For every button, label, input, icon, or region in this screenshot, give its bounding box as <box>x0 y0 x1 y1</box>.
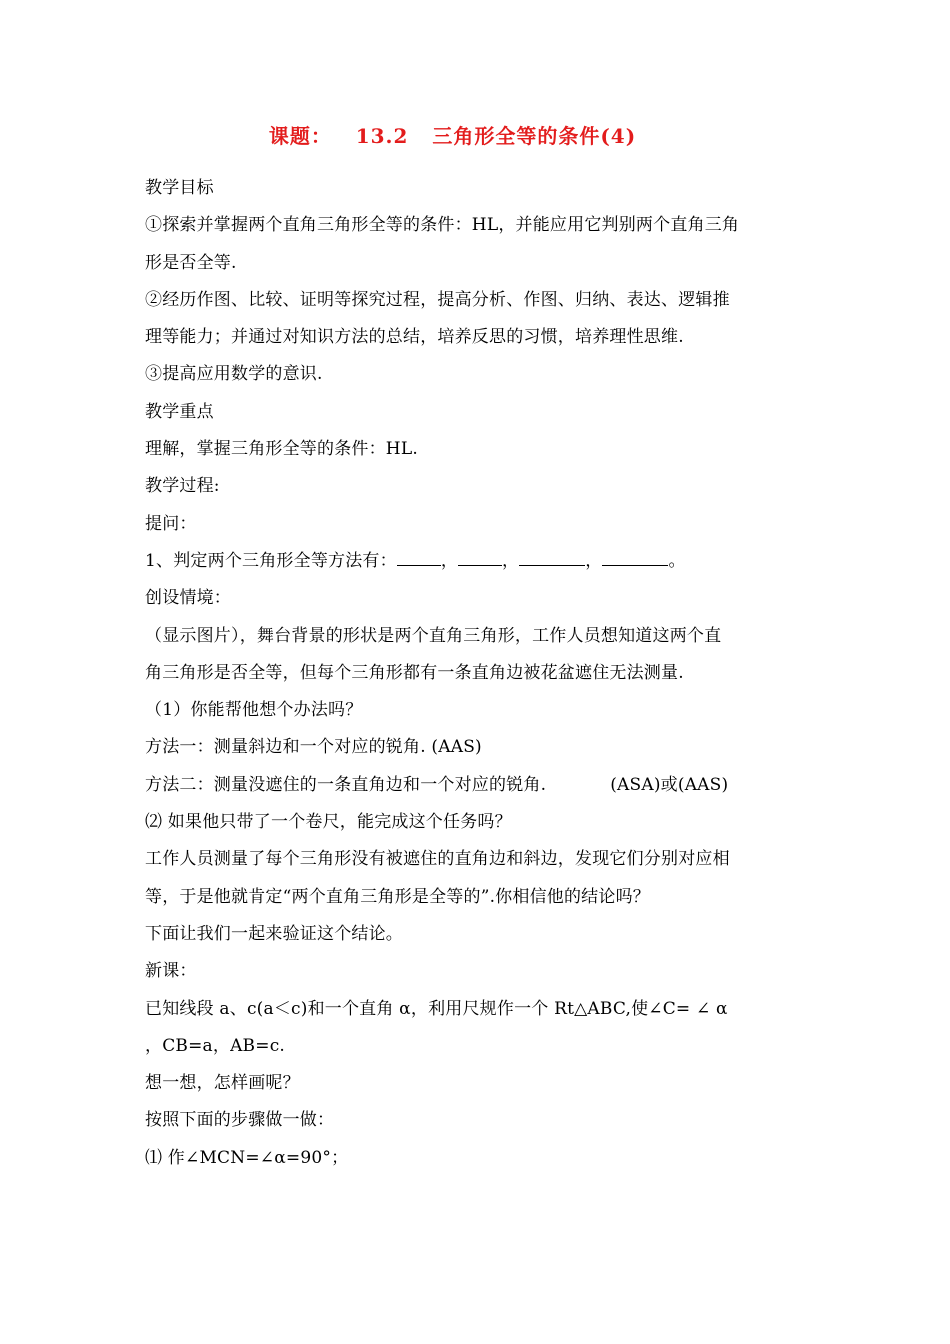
title-prefix: 课题： <box>268 124 332 148</box>
scenario-line-2: 角三角形是否全等，但每个三角形都有一条直角边被花盆遮住无法测量. <box>145 662 684 683</box>
heading-key-points: 教学重点 <box>145 401 214 422</box>
question-1 <box>145 543 825 580</box>
objective-3: ③提高应用数学的意识. <box>145 364 323 385</box>
construction-line-2: ，CB=a，AB=c. <box>145 1035 286 1056</box>
method-2 <box>145 767 825 804</box>
heading-scenario: 创设情境： <box>145 588 231 609</box>
answer-blank-1 <box>397 547 441 566</box>
think-line: 想一想，怎样画呢？ <box>145 1073 300 1094</box>
document-body <box>145 170 825 1177</box>
separator: ， <box>585 550 603 571</box>
method-2-text: 方法二：测量没遮住的一条直角边和一个对应的锐角. <box>145 774 547 795</box>
heading-objectives: 教学目标 <box>145 178 214 198</box>
key-point-text: 理解，掌握三角形全等的条件：HL. <box>145 439 418 460</box>
method-1: 方法一：测量斜边和一个对应的锐角. (AAS) <box>145 737 482 758</box>
lesson-title <box>0 120 905 152</box>
measurement-line-2: 等，于是他就肯定“两个直角三角形是全等的”.你相信他的结论吗？ <box>145 886 650 907</box>
answer-blank-4 <box>602 547 668 566</box>
question-1-prefix: 1、判定两个三角形全等方法有： <box>145 550 397 571</box>
objective-1-line-1: ①探索并掌握两个直角三角形全等的条件：HL，并能应用它判别两个直角三角 <box>145 215 740 236</box>
objective-1-line-2: 形是否全等. <box>145 252 237 273</box>
title-text: 三角形全等的条件(4) <box>432 124 637 148</box>
method-2-note: (ASA)或(AAS) <box>610 774 729 795</box>
measurement-line-1: 工作人员测量了每个三角形没有被遮住的直角边和斜边，发现它们分别对应相 <box>145 849 730 870</box>
objective-2-line-1: ②经历作图、比较、证明等探究过程，提高分析、作图、归纳、表达、逻辑推 <box>145 289 730 310</box>
answer-blank-2 <box>458 547 502 566</box>
objective-2-line-2: 理等能力；并通过对知识方法的总结，培养反思的习惯，培养理性思维. <box>145 327 684 348</box>
steps-intro: 按照下面的步骤做一做： <box>145 1110 335 1131</box>
verify-line: 下面让我们一起来验证这个结论。 <box>145 923 403 944</box>
heading-process: 教学过程: <box>145 476 220 497</box>
answer-blank-3 <box>519 547 585 566</box>
heading-new-lesson: 新课： <box>145 961 197 982</box>
question-1-end: 。 <box>668 550 686 571</box>
step-1: ⑴ 作∠MCN=∠α=90°； <box>145 1147 349 1168</box>
construction-line-1: 已知线段 a、c(a＜c)和一个直角 α，利用尺规作一个 Rt△ABC,使∠C= ∠ α <box>145 998 728 1019</box>
title-number: 13.2 <box>355 124 409 148</box>
sub-question-1: （1）你能帮他想个办法吗？ <box>145 700 363 721</box>
separator: ， <box>502 550 520 571</box>
scenario-line-1: （显示图片），舞台背景的形状是两个直角三角形，工作人员想知道这两个直 <box>145 625 722 646</box>
separator: ， <box>440 550 459 571</box>
heading-question: 提问： <box>145 513 197 534</box>
sub-question-2: ⑵ 如果他只带了一个卷尺，能完成这个任务吗？ <box>145 812 512 833</box>
